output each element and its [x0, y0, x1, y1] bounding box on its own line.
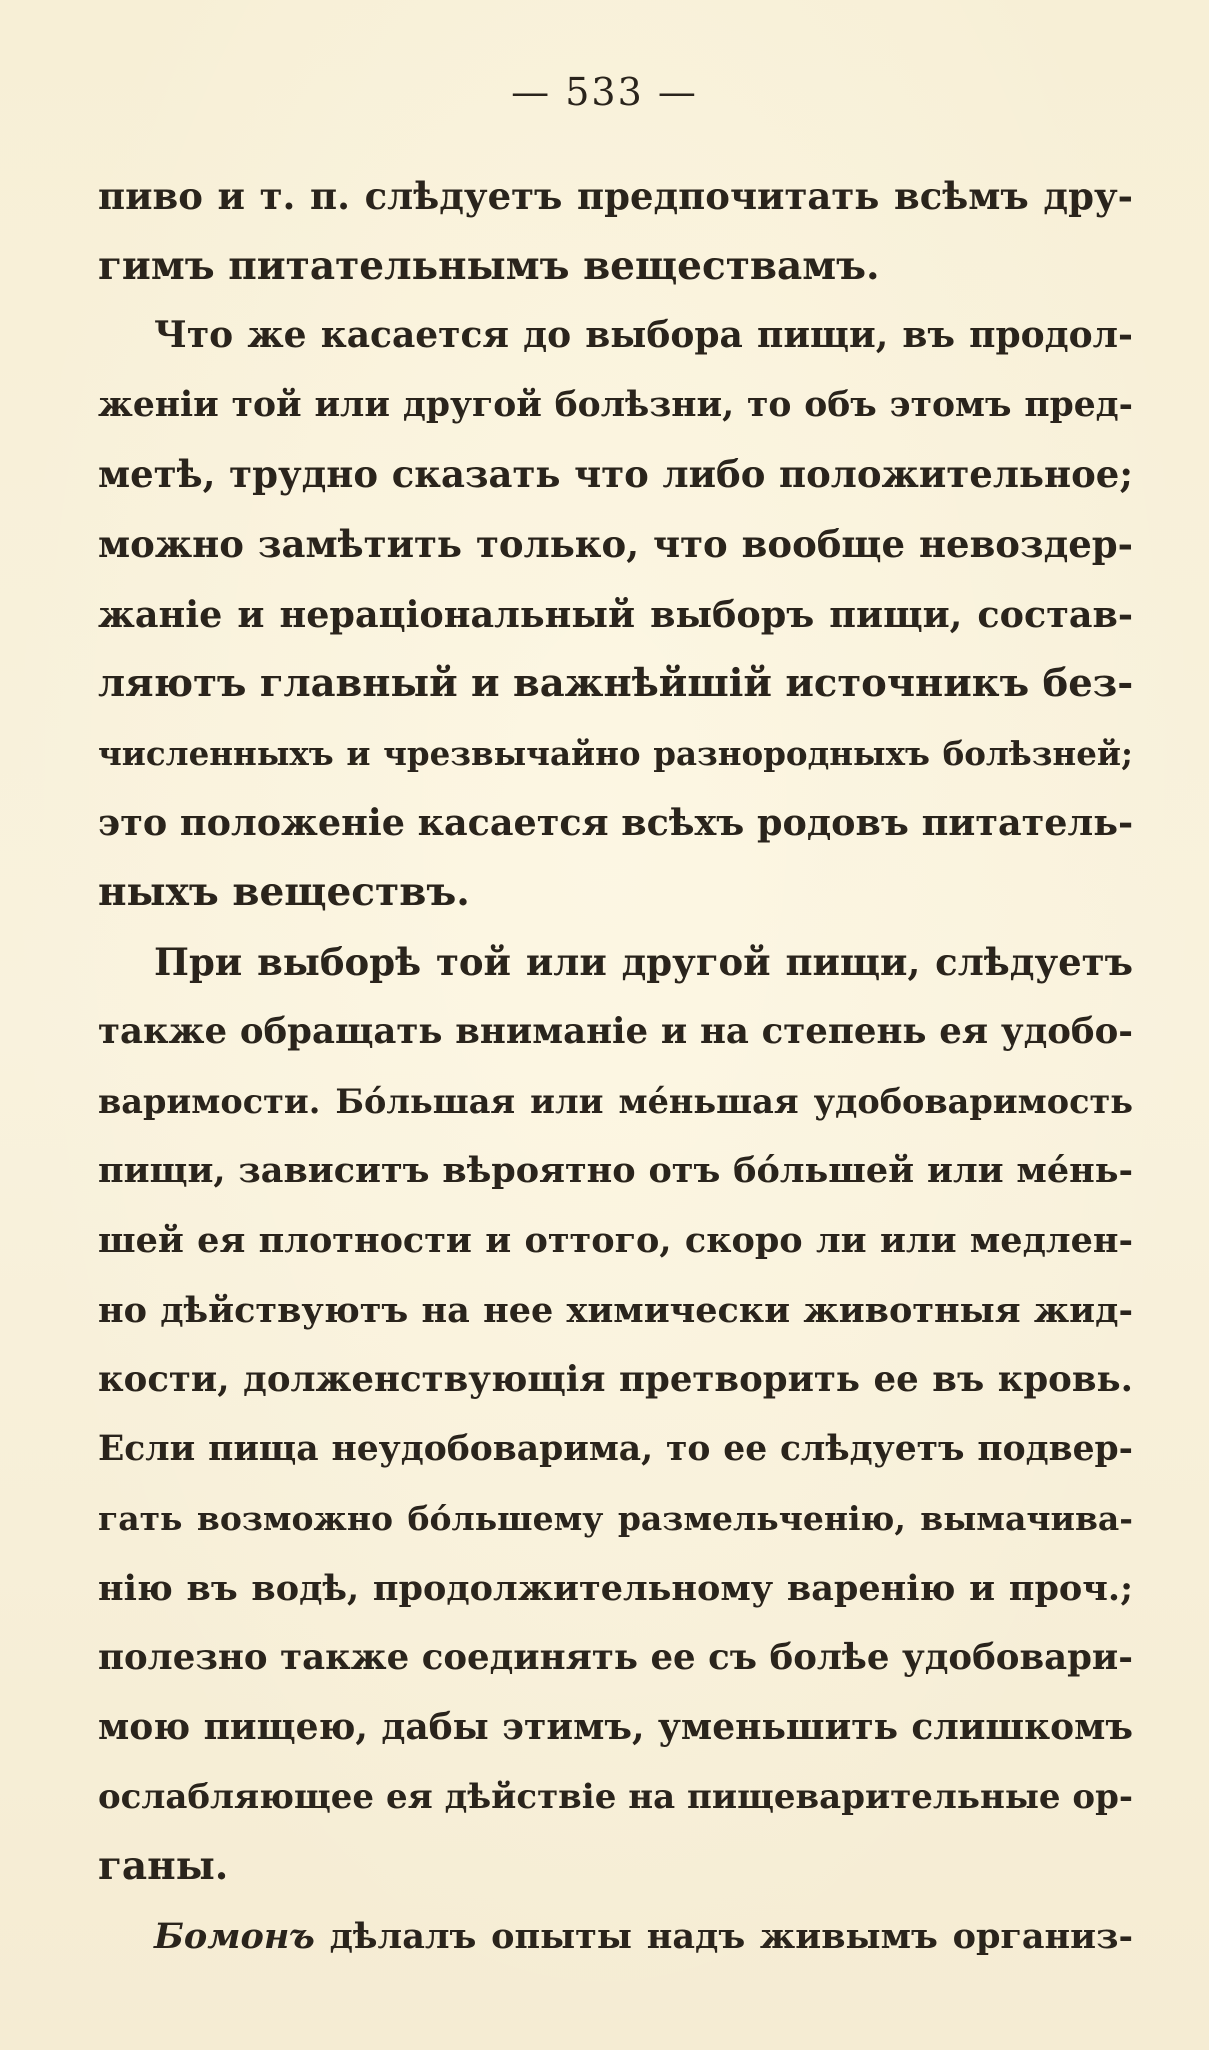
- text-line: пиво и т. п. слѣдуетъ предпочитать всѣмъ дру-: [98, 174, 1133, 218]
- final-line-rest: дѣлалъ опыты надъ живымъ организ-: [314, 1915, 1133, 1957]
- text-line: жаніе и нераціональный выборъ пищи, состав-: [98, 592, 1133, 636]
- text-line: можно замѣтить только, что вообще невоздер-: [98, 521, 1133, 566]
- text-line: пищи, зависитъ вѣроятно отъ бо́льшей или ме́нь-: [98, 1150, 1133, 1192]
- text-line: ляютъ главный и важнѣйшій источникъ без-: [98, 661, 1134, 707]
- text-line: кости, долженствующія претворить ее въ кровь.: [98, 1359, 1133, 1401]
- text-line: метѣ, трудно сказать что либо положительное;: [98, 452, 1133, 497]
- text-line: женіи той или другой болѣзни, то объ этомъ пред-: [98, 384, 1133, 425]
- author-name: Бомонъ: [154, 1915, 315, 1957]
- text-lines: [98, 162, 1133, 1902]
- text-line: гать возможно бо́льшему размельченію, вымачива-: [98, 1499, 1133, 1539]
- text-line: мою пищею, дабы этимъ, уменьшить слишкомъ: [98, 1706, 1133, 1749]
- text-line-final: [98, 1902, 1133, 1972]
- text-line: При выборѣ той или другой пищи, слѣдуетъ: [154, 939, 1133, 984]
- text-line: шей ея плотности и оттого, скоро ли или медлен-: [98, 1219, 1133, 1261]
- text-line: Что же касается до выбора пищи, въ продол-: [154, 314, 1133, 357]
- text-line: также обращать вниманіе и на степень ея удобо-: [98, 1011, 1133, 1053]
- text-line: численныхъ и чрезвычайно разнородныхъ болѣзней;: [98, 733, 1133, 773]
- text-line: гимъ питательнымъ веществамъ.: [98, 242, 880, 289]
- text-line: это положеніе касается всѣхъ родовъ питатель-: [98, 801, 1134, 845]
- page-number: — 533 —: [511, 70, 698, 114]
- text-line: ныхъ веществъ.: [98, 868, 470, 915]
- text-line: но дѣйствуютъ на нее химически животныя жид-: [98, 1289, 1133, 1331]
- text-line: нію въ водѣ, продолжительному варенію и проч.;: [98, 1567, 1133, 1609]
- page-text: [98, 162, 1133, 1971]
- text-line: Если пища неудобоварима, то ее слѣдуетъ подвер-: [98, 1428, 1133, 1469]
- text-line: полезно также соединять ее съ болѣе удобовари-: [98, 1637, 1133, 1679]
- text-line: ганы.: [98, 1843, 229, 1890]
- text-line: варимости. Бо́льшая или ме́ньшая удобоваримость: [98, 1081, 1133, 1121]
- text-line: ослабляющее ея дѣйствіе на пищеварительные ор-: [98, 1776, 1133, 1817]
